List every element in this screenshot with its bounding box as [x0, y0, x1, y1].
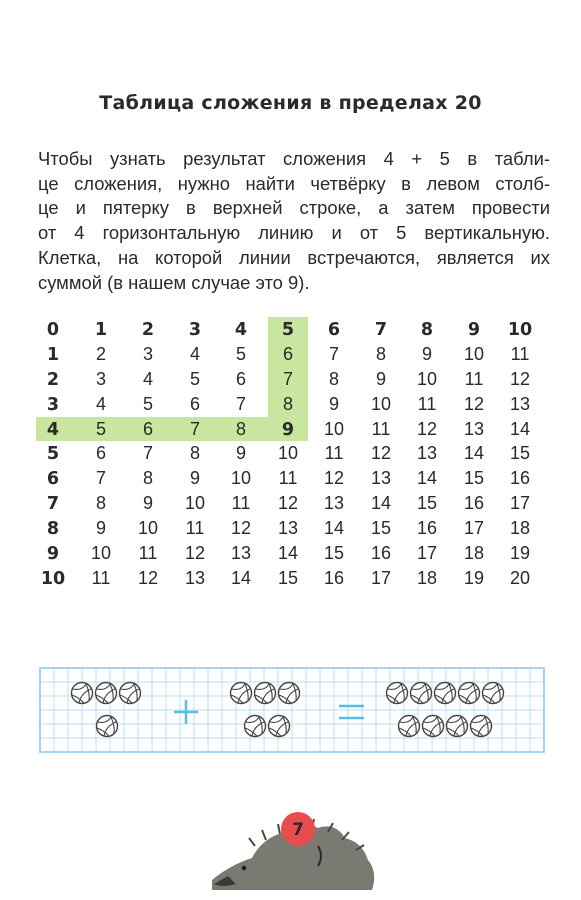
- table-cell: 15: [463, 468, 485, 488]
- table-cell: 17: [509, 493, 531, 513]
- table-cell: 16: [509, 468, 531, 488]
- table-cell: 11: [91, 568, 111, 588]
- table-cell: 11: [510, 344, 530, 364]
- table-cell: 15: [416, 493, 438, 513]
- table-cell: 13: [463, 419, 485, 439]
- table-cell: 15: [509, 443, 531, 463]
- table-cell: 17: [416, 543, 438, 563]
- table-cell: 6: [95, 443, 107, 463]
- table-cell: 13: [277, 518, 299, 538]
- table-cell: 16: [370, 543, 392, 563]
- table-header-cell: 8: [420, 320, 434, 340]
- table-row-header-cell: 2: [46, 370, 60, 390]
- table-cell: 9: [375, 369, 387, 389]
- page-number-badge: [281, 812, 315, 846]
- table-header-cell: 10: [507, 320, 533, 340]
- table-cell: 14: [277, 543, 299, 563]
- volleyball-icon: [387, 683, 408, 704]
- table-cell: 9: [142, 493, 154, 513]
- table-cell: 6: [282, 344, 294, 364]
- table-cell: 12: [463, 394, 485, 414]
- table-cell: 13: [323, 493, 345, 513]
- paragraph-line: це сложения, нужно найти четвёрку в левом столб-: [38, 172, 550, 194]
- table-cell: 5: [189, 369, 201, 389]
- table-cell: 5: [95, 419, 107, 439]
- paragraph-line: от 4 горизонтальную линию и от 5 вертикальную.: [38, 222, 550, 244]
- table-cell: 8: [142, 468, 154, 488]
- table-cell: 8: [375, 344, 387, 364]
- table-cell: 7: [95, 468, 107, 488]
- table-cell: 8: [282, 394, 294, 414]
- table-cell: 16: [323, 568, 345, 588]
- table-cell: 11: [417, 394, 437, 414]
- table-cell: 14: [416, 468, 438, 488]
- table-cell: 11: [231, 493, 251, 513]
- table-row-header-cell: 8: [46, 519, 60, 539]
- table-cell: 13: [370, 468, 392, 488]
- table-header-cell: 1: [94, 320, 108, 340]
- table-cell: 8: [328, 369, 340, 389]
- table-cell: 10: [370, 394, 392, 414]
- table-cell: 19: [509, 543, 531, 563]
- table-cell: 3: [95, 369, 107, 389]
- table-row-header-cell: 10: [40, 569, 66, 589]
- table-cell: 3: [142, 344, 154, 364]
- table-cell: 18: [463, 543, 485, 563]
- table-cell: 13: [509, 394, 531, 414]
- table-cell: 17: [463, 518, 485, 538]
- table-cell: 10: [463, 344, 485, 364]
- table-cell: 16: [416, 518, 438, 538]
- paragraph-line: суммой (в нашем случае это 9).: [38, 271, 310, 293]
- volleyball-icon: [120, 683, 141, 704]
- table-cell: 8: [95, 493, 107, 513]
- table-row-header-cell: 4: [46, 420, 60, 440]
- table-cell: 12: [416, 419, 438, 439]
- volleyball-icon: [279, 683, 300, 704]
- table-cell: 13: [184, 568, 206, 588]
- table-cell: 12: [184, 543, 206, 563]
- volleyball-icon: [97, 716, 118, 737]
- table-row-header-cell: 5: [46, 444, 60, 464]
- table-row-header-cell: 1: [46, 345, 60, 365]
- table-header-cell: 5: [281, 320, 295, 340]
- table-cell: 14: [323, 518, 345, 538]
- volleyball-icon: [435, 683, 456, 704]
- volleyball-icon: [231, 683, 252, 704]
- table-cell: 11: [464, 369, 484, 389]
- table-cell: 12: [370, 443, 392, 463]
- volleyball-icon: [96, 683, 117, 704]
- table-cell: 10: [184, 493, 206, 513]
- table-cell: 6: [235, 369, 247, 389]
- table-cell: 10: [323, 419, 345, 439]
- volleyball-icon: [72, 683, 93, 704]
- table-cell: 7: [328, 344, 340, 364]
- page-number: 7: [292, 820, 304, 840]
- table-row-header-cell: 7: [46, 494, 60, 514]
- table-cell: 5: [235, 344, 247, 364]
- paragraph-line: Чтобы узнать результат сложения 4 + 5 в табли-: [38, 148, 550, 169]
- table-cell: 14: [463, 443, 485, 463]
- volleyball-icon: [423, 716, 444, 737]
- table-cell: 9: [421, 344, 433, 364]
- table-cell: 7: [142, 443, 154, 463]
- table-cell: 14: [230, 568, 252, 588]
- paragraph-line: Клетка, на которой линии встречаются, является их: [38, 246, 550, 268]
- table-cell: 10: [416, 369, 438, 389]
- table-cell: 7: [235, 394, 247, 414]
- table-cell: 11: [185, 518, 205, 538]
- volleyball-icon: [483, 683, 504, 704]
- table-cell: 8: [189, 443, 201, 463]
- volleyball-icon: [255, 683, 276, 704]
- table-cell: 11: [278, 468, 298, 488]
- volleyball-icon: [459, 683, 480, 704]
- table-cell: 4: [189, 344, 201, 364]
- table-cell: 17: [370, 568, 392, 588]
- table-cell: 15: [277, 568, 299, 588]
- table-cell: 12: [323, 468, 345, 488]
- table-cell: 10: [230, 468, 252, 488]
- table-header-cell: 6: [327, 320, 341, 340]
- table-cell: 9: [189, 468, 201, 488]
- table-cell: 8: [235, 419, 247, 439]
- table-cell: 6: [189, 394, 201, 414]
- table-cell: 16: [463, 493, 485, 513]
- table-cell: 12: [277, 493, 299, 513]
- table-cell: 10: [137, 518, 159, 538]
- table-cell: 11: [371, 419, 391, 439]
- table-header-cell: 3: [188, 320, 202, 340]
- table-cell: 19: [463, 568, 485, 588]
- table-cell: 4: [142, 369, 154, 389]
- volleyball-icon: [269, 716, 290, 737]
- table-cell: 11: [138, 543, 158, 563]
- table-cell: 15: [370, 518, 392, 538]
- table-cell: 18: [509, 518, 531, 538]
- table-cell: 11: [324, 443, 344, 463]
- volleyball-icon: [399, 716, 420, 737]
- table-cell: 12: [230, 518, 252, 538]
- table-answer-cell: 9: [281, 420, 295, 440]
- volleyball-icon: [245, 716, 266, 737]
- table-cell: 15: [323, 543, 345, 563]
- table-cell: 13: [416, 443, 438, 463]
- table-header-cell: 0: [46, 320, 60, 340]
- table-cell: 7: [282, 369, 294, 389]
- table-cell: 14: [370, 493, 392, 513]
- table-cell: 12: [137, 568, 159, 588]
- table-cell: 9: [235, 443, 247, 463]
- table-cell: 7: [189, 419, 201, 439]
- table-cell: 10: [90, 543, 112, 563]
- table-cell: 5: [142, 394, 154, 414]
- table-cell: 20: [509, 568, 531, 588]
- table-cell: 14: [509, 419, 531, 439]
- table-cell: 18: [416, 568, 438, 588]
- table-header-cell: 2: [141, 320, 155, 340]
- page-title: Таблица сложения в пределах 20: [99, 92, 482, 114]
- table-cell: 6: [142, 419, 154, 439]
- table-cell: 4: [95, 394, 107, 414]
- table-cell: 9: [328, 394, 340, 414]
- table-header-cell: 9: [467, 320, 481, 340]
- table-cell: 12: [509, 369, 531, 389]
- volleyball-icon: [447, 716, 468, 737]
- squared-paper-grid: [40, 668, 544, 752]
- paragraph-line: це и пятерку в верхней строке, а затем провести: [38, 197, 550, 219]
- volleyball-icon: [471, 716, 492, 737]
- volleyball-icon: [411, 683, 432, 704]
- table-cell: 10: [277, 443, 299, 463]
- table-header-cell: 4: [234, 320, 248, 340]
- table-row-header-cell: 3: [46, 395, 60, 415]
- table-cell: 9: [95, 518, 107, 538]
- table-row-header-cell: 6: [46, 469, 60, 489]
- table-row-header-cell: 9: [46, 544, 60, 564]
- table-cell: 2: [95, 344, 107, 364]
- table-cell: 13: [230, 543, 252, 563]
- table-header-cell: 7: [374, 320, 388, 340]
